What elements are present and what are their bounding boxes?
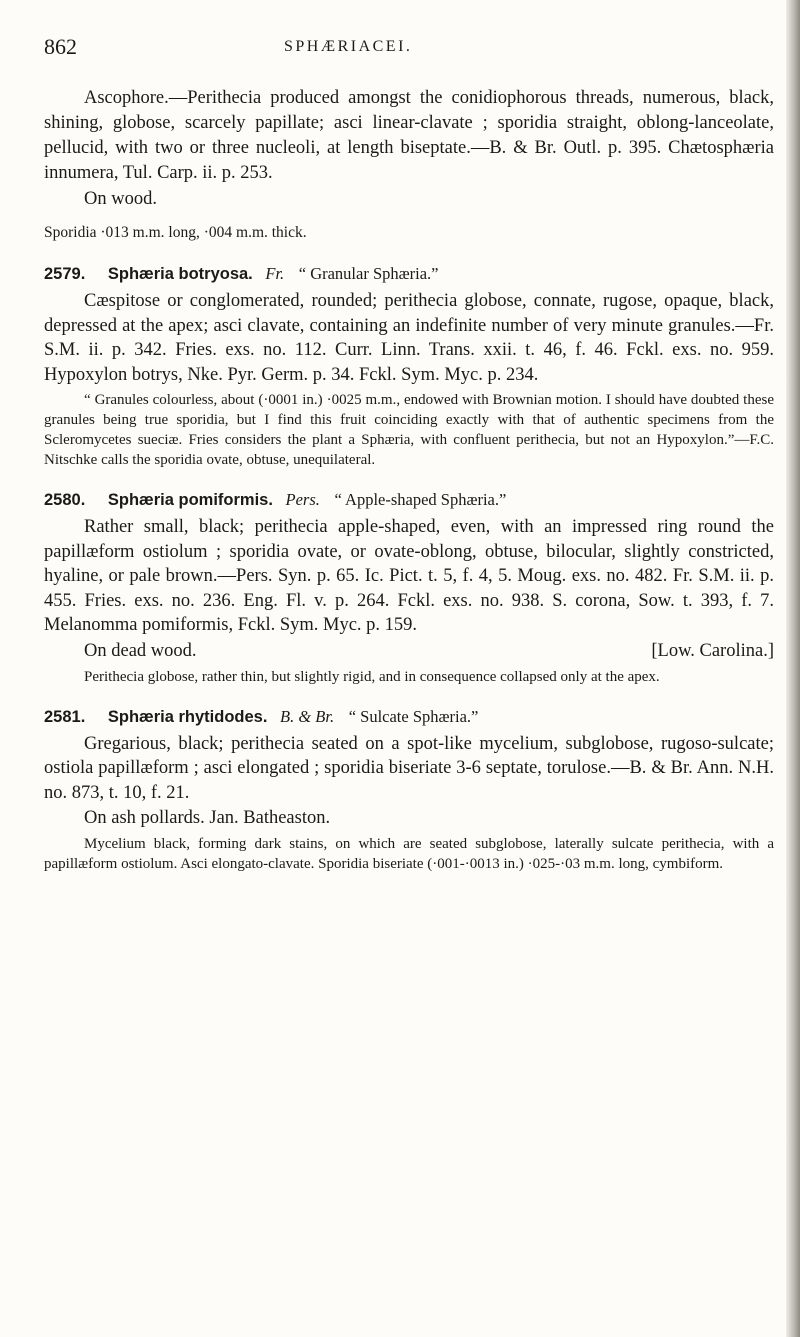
species-heading-2579 xyxy=(44,262,774,286)
running-title: SPHÆRIACEI. xyxy=(284,38,413,55)
species-common-name: “ Granular Sphæria.” xyxy=(298,264,439,283)
species-authority: Fr. xyxy=(265,264,285,283)
species-note-2581: Mycelium black, forming dark stains, on which are seated subglobose, laterally sulcate perithecia, with a papillæform ostiolum. Asci elongato-clavate. Sporidia biseriate (·001-·0013 in.) ·025-·03 m.m. long, cymbiform. xyxy=(44,836,774,872)
species-note-2580: Perithecia globose, rather thin, but slightly rigid, and in consequence collapsed only at the apex. xyxy=(84,668,660,685)
species-heading-2581 xyxy=(44,705,774,729)
species-habitat-row-2580 xyxy=(44,639,774,664)
species-name: Sphæria rhytidodes. xyxy=(107,707,268,726)
species-description-2579: Cæspitose or conglomerated, rounded; perithecia globose, connate, rugose, opaque, black, depressed at the apex; asci clavate, containing an indefinite number of very minute granules.—Fr. S.M. ii. p. 342. Fries. exs. no. 112. Curr. Linn. Trans. xxii. t. 46, f. 46. Fckl. exs. no. 959. Hypoxylon botrys, Nke. Pyr. Germ. p. 34. Fckl. Sym. Myc. p. 234. xyxy=(44,291,774,385)
species-authority: Pers. xyxy=(285,490,320,509)
species-common-name: “ Sulcate Sphæria.” xyxy=(348,706,479,726)
species-description-2581: Gregarious, black; perithecia seated on a spot-like mycelium, subglobose, rugoso-sulcate; ostiola papillæform ; asci elongated ; sporidia biseriate 3-6 septate, torulose.—B. & Br. Ann. N.H. no. 873, t. 10, f. 21. xyxy=(44,733,774,803)
species-number: 2579. xyxy=(44,265,86,283)
ascophore-paragraph: Ascophore.—Perithecia produced amongst the conidiophorous threads, numerous, black, shining, globose, scarcely papillate; asci linear-clavate ; sporidia straight, oblong-lanceolate, pellucid, with two or three nucleoli, at length biseptate.—B. & Br. Outl. p. 395. Chætosphæria innumera, Tul. Carp. ii. p. 253. xyxy=(44,88,774,183)
species-number: 2581. xyxy=(44,707,86,726)
species-description-2580: Rather small, black; perithecia apple-shaped, even, with an impressed ring round the papillæform ostiolum ; sporidia ovate, or ovate-oblong, obtuse, bilocular, slightly constricted, hyaline, or pale brown.—Pers. Syn. p. 65. Ic. Pict. t. 5, f. 4, 5. Moug. exs. no. 482. Fr. S.M. ii. p. 455. Fries. exs. no. 236. Eng. Fl. v. p. 264. Fckl. exs. no. 938. S. corona, Sow. t. 393, f. 7. Melanomma pomiformis, Fckl. Sym. Myc. p. 159. xyxy=(44,517,774,635)
species-number: 2580. xyxy=(44,491,86,509)
species-note-2579: “ Granules colourless, about (·0001 in.) ·0025 m.m., endowed with Brownian motion. I should have doubted these granules being true sporidia, but I find this fruit coinciding exactly with that of authentic specimens from the Scleromycetes sueciæ. Fries considers the plant a Sphæria, with confluent perithecia, but not an Hypoxylon.”—F.C. Nitschke calls the sporidia ovate, obtuse, unequilateral. xyxy=(44,392,774,468)
species-name: Sphæria botryosa. xyxy=(107,265,253,283)
species-heading-2580 xyxy=(44,488,774,512)
running-head xyxy=(44,34,774,64)
species-name: Sphæria pomiformis. xyxy=(107,491,273,509)
book-page xyxy=(44,34,774,874)
species-common-name: “ Apple-shaped Sphæria.” xyxy=(334,490,507,509)
ascophore-habitat: On wood. xyxy=(84,189,157,209)
page-number: 862 xyxy=(44,34,77,59)
species-authority: B. & Br. xyxy=(280,706,335,726)
species-locality: [Low. Carolina.] xyxy=(651,640,774,661)
species-habitat: On dead wood. xyxy=(84,640,197,661)
book-binding-edge xyxy=(786,0,800,1337)
species-habitat-2581: On ash pollards. Jan. Batheaston. xyxy=(84,808,331,828)
ascophore-measurements: Sporidia ·013 m.m. long, ·004 m.m. thick. xyxy=(44,224,307,241)
